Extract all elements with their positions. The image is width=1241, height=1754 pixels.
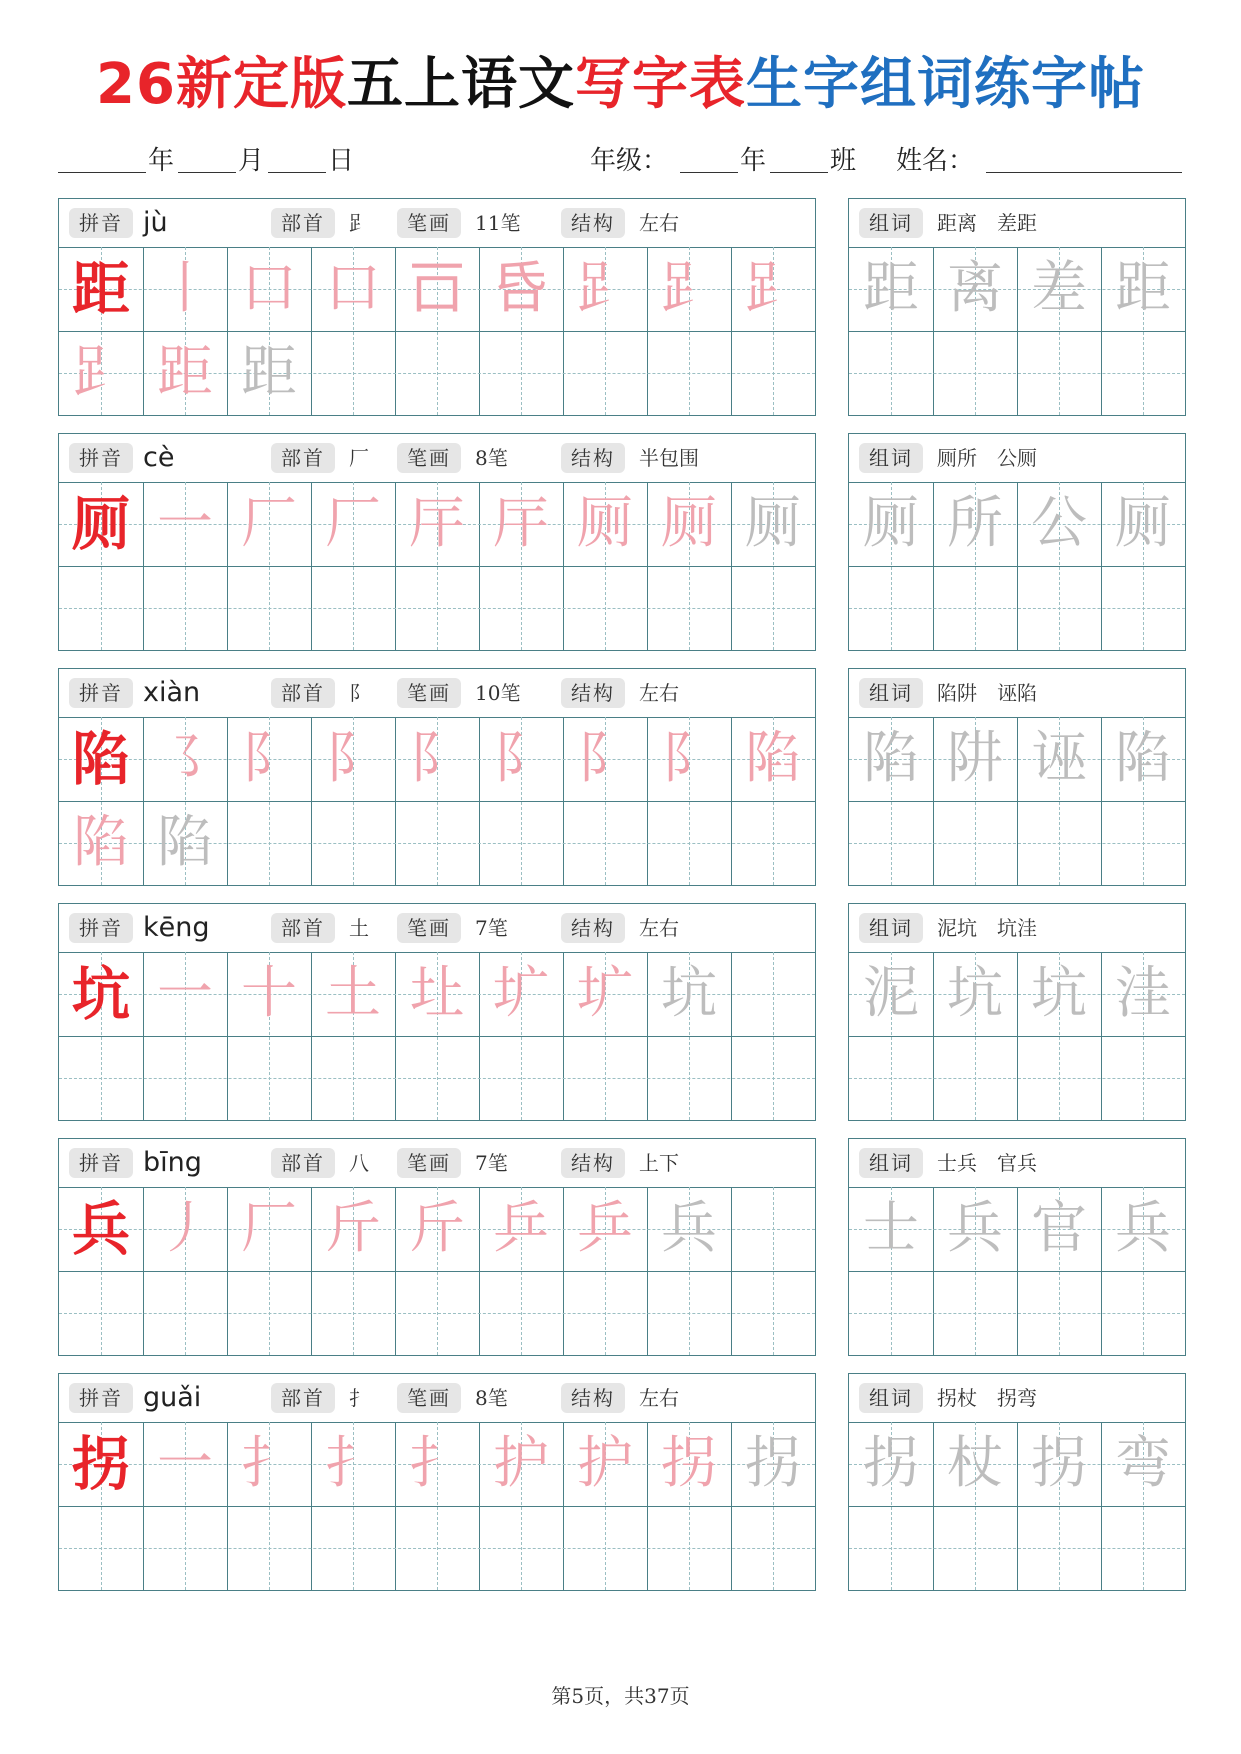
radical-tag: 部首 xyxy=(271,913,335,943)
model-character: 距 xyxy=(71,255,130,323)
words-tag: 组词 xyxy=(859,1148,923,1178)
strokes-value: 8笔 xyxy=(475,1386,508,1410)
writing-cell[interactable] xyxy=(933,331,1017,415)
word-header xyxy=(849,434,1185,483)
pinyin-value: kēng xyxy=(143,912,210,943)
character-card xyxy=(58,903,816,1121)
stroke-order-step: 扌 xyxy=(325,1431,381,1496)
writing-cell[interactable] xyxy=(849,1036,933,1120)
structure-tag: 结构 xyxy=(561,1148,625,1178)
word-trace-character: 杖 xyxy=(947,1431,1003,1496)
grade-year-blank[interactable] xyxy=(680,172,738,173)
stroke-order-step: 丨 xyxy=(157,256,213,321)
radical-tag: 部首 xyxy=(271,678,335,708)
character-card xyxy=(58,668,816,886)
word-trace-character: 差 xyxy=(1031,256,1087,321)
word-trace-character: 官 xyxy=(1031,1196,1087,1261)
writing-cell[interactable] xyxy=(1101,1271,1185,1355)
stroke-order-step: 阝 xyxy=(409,726,465,791)
writing-cell[interactable] xyxy=(849,801,933,885)
stroke-order-step: 口 xyxy=(241,256,297,321)
model-character: 拐 xyxy=(71,1430,130,1498)
writing-cell[interactable] xyxy=(227,566,311,650)
writing-cell[interactable] xyxy=(479,1036,563,1120)
structure-value: 左右 xyxy=(639,1386,679,1410)
stroke-order-step: 𧾷 xyxy=(577,256,633,321)
stroke-order-step: 𧾷 xyxy=(661,256,717,321)
word-card xyxy=(848,1373,1186,1591)
writing-cell[interactable] xyxy=(849,1271,933,1355)
writing-cell[interactable] xyxy=(731,952,815,1036)
stroke-order-step: 圹 xyxy=(493,961,549,1026)
writing-cell[interactable] xyxy=(849,566,933,650)
writing-cell[interactable] xyxy=(59,566,143,650)
writing-cell[interactable] xyxy=(395,1271,479,1355)
stroke-order-step: 厂 xyxy=(241,1196,297,1261)
stroke-order-step: 厕 xyxy=(745,491,801,556)
stroke-order-step: 扌 xyxy=(409,1431,465,1496)
stroke-order-step: 𧾷 xyxy=(73,340,129,405)
writing-cell[interactable] xyxy=(59,1036,143,1120)
character-info-header xyxy=(59,434,815,483)
word-trace-character: 陷 xyxy=(863,726,919,791)
stroke-order-step: 土 xyxy=(325,961,381,1026)
word-card xyxy=(848,1138,1186,1356)
writing-cell[interactable] xyxy=(731,801,815,885)
year-blank[interactable] xyxy=(58,172,146,173)
writing-cell[interactable] xyxy=(849,1506,933,1590)
structure-value: 左右 xyxy=(639,681,679,705)
writing-cell[interactable] xyxy=(479,331,563,415)
strokes-value: 10笔 xyxy=(475,681,521,705)
page-footer: 第5页，共37页 xyxy=(551,1684,690,1708)
words-value: 厕所 公厕 xyxy=(937,446,1037,470)
pinyin-value: cè xyxy=(143,442,175,473)
writing-cell[interactable] xyxy=(1017,331,1101,415)
writing-cell[interactable] xyxy=(933,1036,1017,1120)
writing-cell[interactable] xyxy=(395,801,479,885)
name-blank[interactable] xyxy=(986,172,1182,173)
character-card xyxy=(58,1138,816,1356)
word-trace-character: 所 xyxy=(947,491,1003,556)
writing-cell[interactable] xyxy=(227,1036,311,1120)
stroke-order-step: 一 xyxy=(157,1431,213,1496)
writing-grid xyxy=(849,717,1185,885)
writing-cell[interactable] xyxy=(227,1271,311,1355)
writing-cell[interactable] xyxy=(311,1506,395,1590)
writing-cell[interactable] xyxy=(1101,1506,1185,1590)
writing-grid xyxy=(59,717,815,885)
writing-cell[interactable] xyxy=(933,801,1017,885)
class-label: 班 xyxy=(830,146,857,176)
pinyin-tag: 拼音 xyxy=(69,443,133,473)
stroke-order-step: 斤 xyxy=(325,1196,381,1261)
title-part-3: 写字表 xyxy=(574,52,746,117)
writing-cell[interactable] xyxy=(647,801,731,885)
word-trace-character: 兵 xyxy=(1115,1196,1171,1261)
word-trace-character: 拐 xyxy=(863,1431,919,1496)
writing-cell[interactable] xyxy=(143,1506,227,1590)
word-trace-character: 坑 xyxy=(1031,961,1087,1026)
word-header xyxy=(849,904,1185,953)
writing-cell[interactable] xyxy=(311,801,395,885)
name-label: 姓名： xyxy=(896,146,975,176)
word-trace-character: 兵 xyxy=(947,1196,1003,1261)
writing-cell[interactable] xyxy=(1017,566,1101,650)
writing-cell[interactable] xyxy=(647,1506,731,1590)
stroke-order-step: 𠯑 xyxy=(493,256,549,321)
writing-cell[interactable] xyxy=(731,1187,815,1271)
radical-value: 𧾷 xyxy=(349,211,369,235)
word-trace-character: 公 xyxy=(1031,491,1087,556)
stroke-order-step: 阝 xyxy=(661,726,717,791)
pinyin-tag: 拼音 xyxy=(69,678,133,708)
title-part-1: 26新定版 xyxy=(96,52,347,117)
word-trace-character: 弯 xyxy=(1115,1431,1171,1496)
words-value: 陷阱 诬陷 xyxy=(937,681,1037,705)
month-blank[interactable] xyxy=(178,172,236,173)
stroke-order-step: 十 xyxy=(241,961,297,1026)
writing-cell[interactable] xyxy=(563,1036,647,1120)
writing-grid xyxy=(59,247,815,415)
writing-cell[interactable] xyxy=(933,1506,1017,1590)
pinyin-value: xiàn xyxy=(143,677,201,708)
strokes-tag: 笔画 xyxy=(397,1148,461,1178)
pinyin-tag: 拼音 xyxy=(69,1383,133,1413)
model-character: 兵 xyxy=(71,1195,130,1263)
word-header xyxy=(849,1374,1185,1423)
writing-cell[interactable] xyxy=(731,566,815,650)
stroke-order-step: 陷 xyxy=(157,810,213,875)
title-part-4: 生字组词练字帖 xyxy=(745,52,1145,117)
writing-cell[interactable] xyxy=(933,566,1017,650)
structure-value: 左右 xyxy=(639,211,679,235)
student-info-line xyxy=(58,138,1183,178)
word-card xyxy=(848,433,1186,651)
strokes-value: 8笔 xyxy=(475,446,508,470)
writing-cell[interactable] xyxy=(227,1506,311,1590)
writing-cell[interactable] xyxy=(563,331,647,415)
writing-cell[interactable] xyxy=(647,331,731,415)
writing-cell[interactable] xyxy=(849,331,933,415)
writing-cell[interactable] xyxy=(731,1036,815,1120)
year-label: 年 xyxy=(148,146,175,176)
word-trace-character: 阱 xyxy=(947,726,1003,791)
writing-cell[interactable] xyxy=(1017,1036,1101,1120)
strokes-value: 7笔 xyxy=(475,1151,508,1175)
stroke-order-step: 拐 xyxy=(745,1431,801,1496)
class-blank[interactable] xyxy=(770,172,828,173)
strokes-tag: 笔画 xyxy=(397,208,461,238)
writing-cell[interactable] xyxy=(1101,801,1185,885)
stroke-order-step: 陷 xyxy=(73,810,129,875)
radical-tag: 部首 xyxy=(271,443,335,473)
stroke-order-step: 厈 xyxy=(409,491,465,556)
writing-grid xyxy=(59,1422,815,1590)
stroke-order-step: 厕 xyxy=(577,491,633,556)
radical-value: 八 xyxy=(349,1151,369,1175)
words-value: 泥坑 坑洼 xyxy=(937,916,1037,940)
radical-value: 扌 xyxy=(349,1386,369,1410)
radical-value: 厂 xyxy=(349,446,369,470)
words-value: 拐杖 拐弯 xyxy=(937,1386,1037,1410)
title-part-2: 五上语文 xyxy=(346,52,575,117)
structure-tag: 结构 xyxy=(561,443,625,473)
radical-tag: 部首 xyxy=(271,1383,335,1413)
writing-cell[interactable] xyxy=(59,1506,143,1590)
stroke-order-step: 厂 xyxy=(241,491,297,556)
character-card xyxy=(58,433,816,651)
word-card xyxy=(848,198,1186,416)
structure-value: 上下 xyxy=(639,1151,679,1175)
stroke-order-step: 兵 xyxy=(661,1196,717,1261)
writing-cell[interactable] xyxy=(1101,1036,1185,1120)
model-character: 陷 xyxy=(71,725,130,793)
writing-cell[interactable] xyxy=(479,1506,563,1590)
structure-value: 左右 xyxy=(639,916,679,940)
strokes-value: 11笔 xyxy=(475,211,521,235)
writing-cell[interactable] xyxy=(647,1271,731,1355)
model-character: 坑 xyxy=(71,960,130,1028)
words-tag: 组词 xyxy=(859,1383,923,1413)
month-label: 月 xyxy=(238,146,265,176)
radical-value: 土 xyxy=(349,916,369,940)
writing-cell[interactable] xyxy=(311,331,395,415)
writing-cell[interactable] xyxy=(563,566,647,650)
stroke-order-step: 拐 xyxy=(661,1431,717,1496)
stroke-order-step: 一 xyxy=(157,961,213,1026)
writing-cell[interactable] xyxy=(311,566,395,650)
word-trace-character: 厕 xyxy=(863,491,919,556)
strokes-tag: 笔画 xyxy=(397,913,461,943)
word-trace-character: 拐 xyxy=(1031,1431,1087,1496)
structure-value: 半包围 xyxy=(639,446,699,470)
writing-cell[interactable] xyxy=(479,801,563,885)
structure-tag: 结构 xyxy=(561,1383,625,1413)
pinyin-value: guǎi xyxy=(143,1382,202,1413)
stroke-order-step: 厂 xyxy=(325,491,381,556)
writing-cell[interactable] xyxy=(479,566,563,650)
writing-cell[interactable] xyxy=(563,1506,647,1590)
structure-tag: 结构 xyxy=(561,913,625,943)
character-info-header xyxy=(59,1139,815,1188)
character-info-header xyxy=(59,1374,815,1423)
word-header xyxy=(849,199,1185,248)
pinyin-value: jù xyxy=(143,207,168,238)
day-label: 日 xyxy=(328,146,355,176)
writing-cell[interactable] xyxy=(143,1271,227,1355)
writing-cell[interactable] xyxy=(731,1271,815,1355)
writing-cell[interactable] xyxy=(143,566,227,650)
stroke-order-step: 一 xyxy=(157,491,213,556)
stroke-order-step: 口 xyxy=(325,256,381,321)
words-value: 距离 差距 xyxy=(937,211,1037,235)
stroke-order-step: 距 xyxy=(157,340,213,405)
stroke-order-step: 乒 xyxy=(577,1196,633,1261)
writing-grid xyxy=(59,952,815,1120)
stroke-order-step: 圵 xyxy=(409,961,465,1026)
grade-label: 年级： xyxy=(590,146,669,176)
word-card xyxy=(848,903,1186,1121)
writing-grid xyxy=(849,1187,1185,1355)
stroke-order-step: 厈 xyxy=(493,491,549,556)
structure-tag: 结构 xyxy=(561,678,625,708)
stroke-order-step: 陷 xyxy=(745,726,801,791)
writing-cell[interactable] xyxy=(1017,1506,1101,1590)
page-title xyxy=(0,50,1241,120)
writing-cell[interactable] xyxy=(731,331,815,415)
strokes-tag: 笔画 xyxy=(397,1383,461,1413)
stroke-order-step: 阝 xyxy=(577,726,633,791)
character-info-header xyxy=(59,199,815,248)
writing-cell[interactable] xyxy=(311,1271,395,1355)
day-blank[interactable] xyxy=(268,172,326,173)
writing-cell[interactable] xyxy=(731,1506,815,1590)
writing-cell[interactable] xyxy=(59,1271,143,1355)
word-trace-character: 距 xyxy=(1115,256,1171,321)
pinyin-tag: 拼音 xyxy=(69,208,133,238)
writing-cell[interactable] xyxy=(933,1271,1017,1355)
writing-grid xyxy=(59,1187,815,1355)
writing-cell[interactable] xyxy=(647,1036,731,1120)
character-card xyxy=(58,198,816,416)
stroke-order-step: 厕 xyxy=(661,491,717,556)
stroke-order-step: 阝 xyxy=(325,726,381,791)
pinyin-tag: 拼音 xyxy=(69,1148,133,1178)
stroke-order-step: 圹 xyxy=(577,961,633,1026)
stroke-order-step: 𧾷 xyxy=(745,256,801,321)
word-trace-character: 厕 xyxy=(1115,491,1171,556)
stroke-order-step: 斤 xyxy=(409,1196,465,1261)
writing-cell[interactable] xyxy=(227,801,311,885)
writing-grid xyxy=(849,952,1185,1120)
word-header xyxy=(849,669,1185,718)
strokes-value: 7笔 xyxy=(475,916,508,940)
stroke-order-step: 扌 xyxy=(241,1431,297,1496)
writing-grid xyxy=(849,482,1185,650)
character-info-header xyxy=(59,904,815,953)
structure-tag: 结构 xyxy=(561,208,625,238)
writing-cell[interactable] xyxy=(395,566,479,650)
words-tag: 组词 xyxy=(859,678,923,708)
stroke-order-step: 坑 xyxy=(661,961,717,1026)
word-trace-character: 士 xyxy=(863,1196,919,1261)
stroke-order-step: 丿 xyxy=(157,1196,213,1261)
stroke-order-step: 护 xyxy=(577,1431,633,1496)
pinyin-value: bīng xyxy=(143,1147,202,1178)
writing-cell[interactable] xyxy=(1101,331,1185,415)
stroke-order-step: 𠮛 xyxy=(409,256,465,321)
words-tag: 组词 xyxy=(859,208,923,238)
writing-cell[interactable] xyxy=(143,1036,227,1120)
radical-tag: 部首 xyxy=(271,1148,335,1178)
stroke-order-step: 阝 xyxy=(241,726,297,791)
stroke-order-step: 乒 xyxy=(493,1196,549,1261)
strokes-tag: 笔画 xyxy=(397,678,461,708)
writing-cell[interactable] xyxy=(395,331,479,415)
pinyin-tag: 拼音 xyxy=(69,913,133,943)
character-card xyxy=(58,1373,816,1591)
model-character: 厕 xyxy=(71,490,130,558)
stroke-order-step: 距 xyxy=(241,340,297,405)
writing-cell[interactable] xyxy=(1017,801,1101,885)
writing-grid xyxy=(849,247,1185,415)
word-trace-character: 洼 xyxy=(1115,961,1171,1026)
stroke-order-step: ㇌ xyxy=(157,726,213,791)
writing-grid xyxy=(849,1422,1185,1590)
writing-cell[interactable] xyxy=(563,801,647,885)
word-trace-character: 陷 xyxy=(1115,726,1171,791)
words-tag: 组词 xyxy=(859,913,923,943)
writing-cell[interactable] xyxy=(1101,566,1185,650)
grade-year-label: 年 xyxy=(740,146,767,176)
words-value: 士兵 官兵 xyxy=(937,1151,1037,1175)
writing-cell[interactable] xyxy=(563,1271,647,1355)
writing-cell[interactable] xyxy=(647,566,731,650)
radical-value: 阝 xyxy=(349,681,369,705)
word-header xyxy=(849,1139,1185,1188)
stroke-order-step: 护 xyxy=(493,1431,549,1496)
word-trace-character: 距 xyxy=(863,256,919,321)
words-tag: 组词 xyxy=(859,443,923,473)
word-card xyxy=(848,668,1186,886)
stroke-order-step: 阝 xyxy=(493,726,549,791)
writing-cell[interactable] xyxy=(311,1036,395,1120)
word-trace-character: 诬 xyxy=(1031,726,1087,791)
writing-cell[interactable] xyxy=(395,1036,479,1120)
writing-cell[interactable] xyxy=(395,1506,479,1590)
word-trace-character: 泥 xyxy=(863,961,919,1026)
character-info-header xyxy=(59,669,815,718)
radical-tag: 部首 xyxy=(271,208,335,238)
writing-cell[interactable] xyxy=(1017,1271,1101,1355)
writing-cell[interactable] xyxy=(479,1271,563,1355)
writing-grid xyxy=(59,482,815,650)
word-trace-character: 离 xyxy=(947,256,1003,321)
strokes-tag: 笔画 xyxy=(397,443,461,473)
word-trace-character: 坑 xyxy=(947,961,1003,1026)
